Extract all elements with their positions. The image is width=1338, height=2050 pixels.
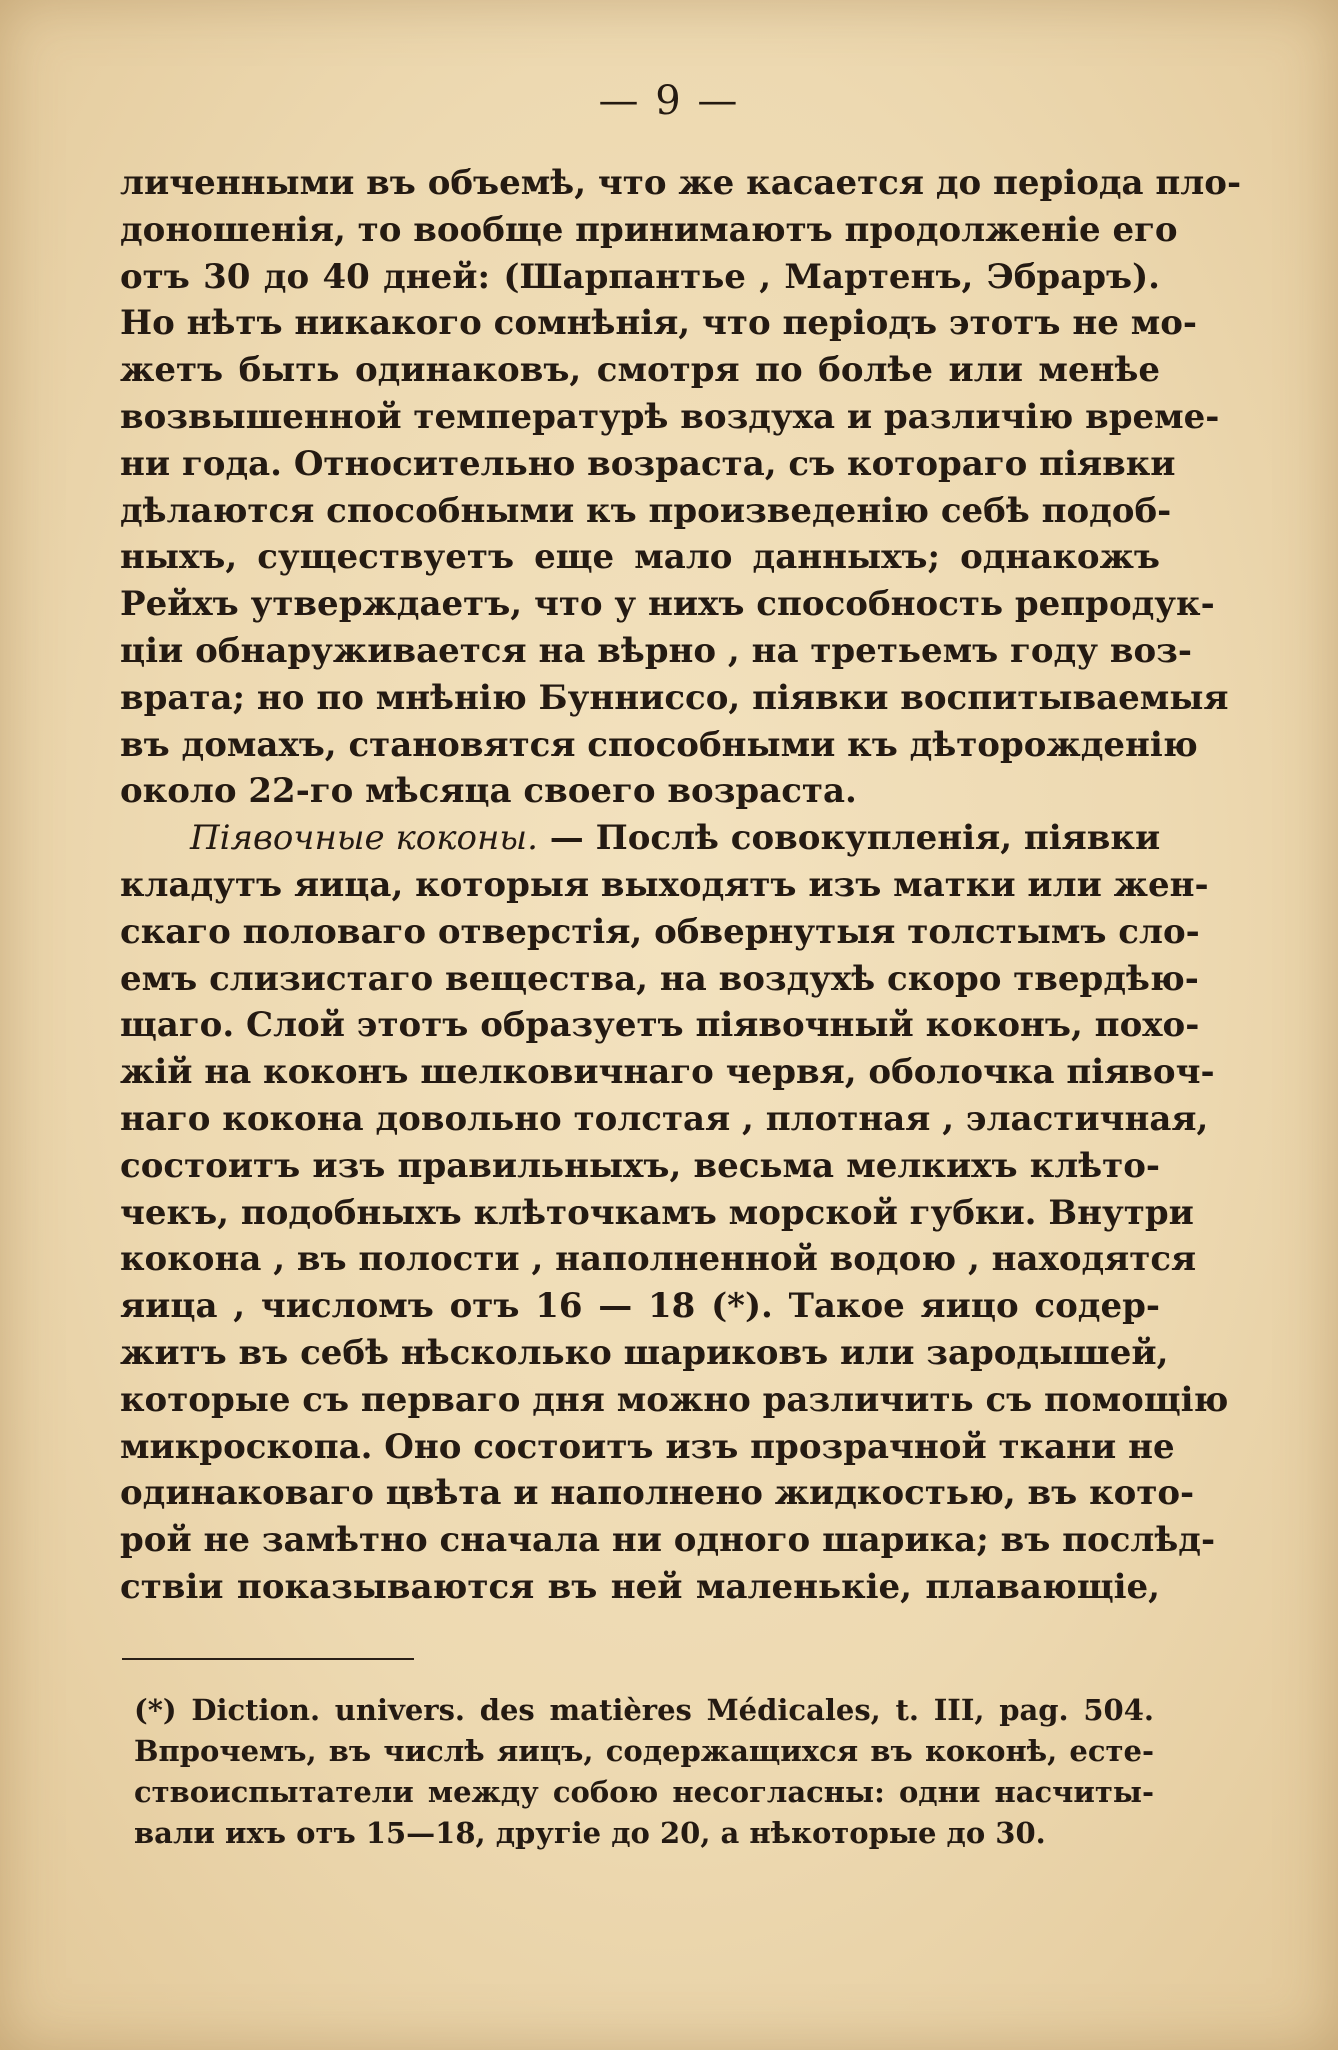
- text-line: въ домахъ, становятся способными къ дѣторожденію: [120, 724, 1198, 765]
- text-line: около 22-го мѣсяца своего возраста.: [120, 771, 857, 812]
- text-line: личенными въ объемѣ, что же касается до періода пло-: [120, 163, 1242, 203]
- footnote: [134, 1690, 1154, 1854]
- text-line: доношенія, то вообще принимаютъ продолженіе его: [120, 209, 1178, 250]
- text-line: отъ 30 до 40 дней: (Шарпантье , Мартенъ, Эбраръ).: [120, 256, 1160, 297]
- text-line: наго кокона довольно толстая , плотная , эластичная,: [120, 1098, 1209, 1139]
- paragraph-1: [120, 160, 1242, 815]
- text-line: ствіи показываются въ ней маленькіе, плавающіе,: [120, 1566, 1160, 1607]
- footnote-line: (*) Diction. univers. des matières Médicales, t. III, pag. 504.: [134, 1693, 1154, 1727]
- section-heading: Піявочные коконы.: [190, 818, 538, 859]
- footnote-line: вали ихъ отъ 15—18, другіе до 20, а нѣкоторые до 30.: [134, 1816, 1046, 1850]
- text-line: жій на коконъ шелковичнаго червя, оболочка піявоч-: [120, 1052, 1215, 1093]
- main-text: [120, 160, 1242, 1611]
- footnote-divider: [122, 1658, 414, 1660]
- text-line: щаго. Слой этотъ образуетъ піявочный коконъ, похо-: [120, 1005, 1200, 1046]
- paragraph-2: [120, 815, 1229, 1611]
- text-line: житъ въ себѣ нѣсколько шариковъ или зародышей,: [120, 1332, 1169, 1373]
- page-number-header: — 9 —: [598, 78, 740, 124]
- text-line: состоитъ изъ правильныхъ, весьма мелкихъ клѣто-: [120, 1145, 1160, 1186]
- text-line: яица , числомъ отъ 16 — 18 (*). Такое яицо содер-: [120, 1286, 1160, 1327]
- text-line: кладутъ яица, которыя выходятъ изъ матки или жен-: [120, 864, 1209, 905]
- footnote-line: ствоиспытатели между собою несогласны: одни насчиты-: [134, 1775, 1154, 1809]
- text-line: емъ слизистаго вещества, на воздухѣ скоро твердѣю-: [120, 958, 1199, 999]
- text-line: ныхъ, существуетъ еще мало данныхъ; однакожъ: [120, 537, 1160, 578]
- text-line: ціи обнаруживается на вѣрно , на третьемъ году воз-: [120, 630, 1192, 671]
- footnote-line: Впрочемъ, въ числѣ яицъ, содержащихся въ коконѣ, есте-: [134, 1734, 1154, 1768]
- text-line: рой не замѣтно сначала ни одного шарика; въ послѣд-: [120, 1520, 1216, 1561]
- text-line: дѣлаются способными къ произведенію себѣ подоб-: [120, 490, 1172, 531]
- text-line: микроскопа. Оно состоитъ изъ прозрачной ткани не: [120, 1426, 1175, 1467]
- text-line: одинаковаго цвѣта и наполнено жидкостью, въ кото-: [120, 1473, 1195, 1514]
- text-line: кокона , въ полости , наполненной водою , находятся: [120, 1239, 1197, 1280]
- text-line: возвышенной температурѣ воздуха и различію време-: [120, 396, 1220, 437]
- text-line: Рейхъ утверждаетъ, что у нихъ способность репродук-: [120, 584, 1215, 625]
- text-line: жетъ быть одинаковъ, смотря по болѣе или менѣе: [120, 350, 1160, 391]
- text-line: Но нѣтъ никакого сомнѣнія, что періодъ этотъ не мо-: [120, 303, 1198, 344]
- text-run: — Послѣ совокупленія, піявки: [549, 818, 1161, 859]
- text-line: скаго половаго отверстія, обвернутыя толстымъ сло-: [120, 911, 1200, 952]
- text-line: которые съ перваго дня можно различить съ помощію: [120, 1379, 1229, 1420]
- text-line: [120, 815, 1160, 862]
- text-line: врата; но по мнѣнію Бунниссо, піявки воспитываемыя: [120, 677, 1229, 718]
- text-line: ни года. Относительно возраста, съ котораго піявки: [120, 443, 1176, 484]
- text-line: чекъ, подобныхъ клѣточкамъ морской губки. Внутри: [120, 1192, 1194, 1233]
